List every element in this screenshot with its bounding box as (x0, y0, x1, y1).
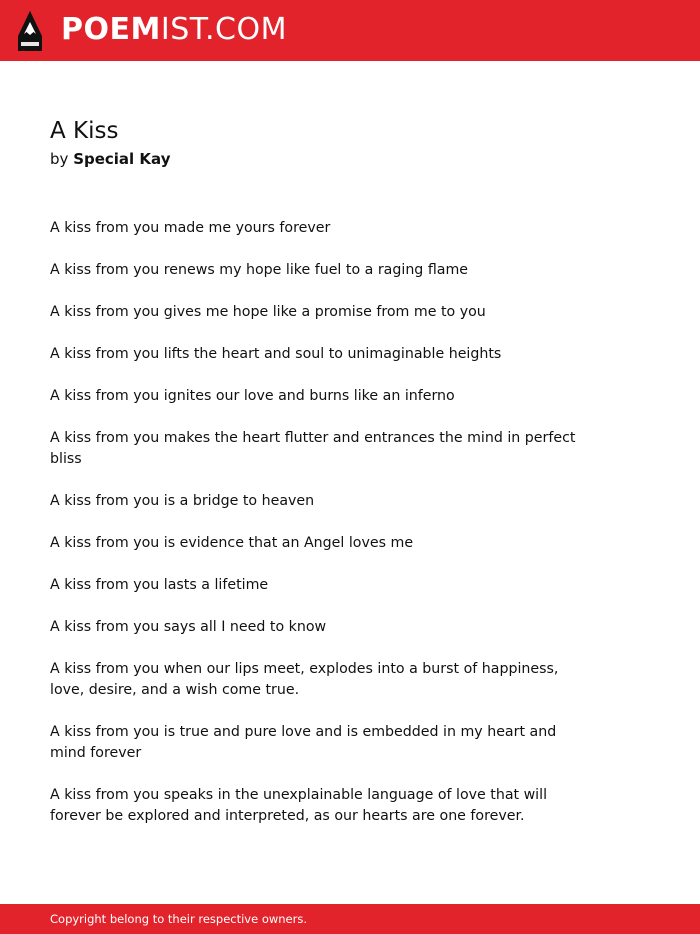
brand-bold: POEM (61, 12, 161, 47)
stanza: A kiss from you gives me hope like a promise from me to you (50, 304, 486, 320)
pencil-tip-icon[interactable] (17, 10, 43, 52)
site-footer (0, 904, 700, 934)
stanza: A kiss from you makes the heart flutter and entrances the mind in perfect bliss (50, 430, 576, 467)
stanza: A kiss from you made me yours forever (50, 220, 331, 236)
site-logo-text[interactable] (61, 12, 287, 48)
byline (50, 148, 170, 170)
stanza: A kiss from you renews my hope like fuel to a raging flame (50, 262, 469, 278)
stanza: A kiss from you is a bridge to heaven (50, 493, 315, 509)
stanza: A kiss from you speaks in the unexplainable language of love that will forever be explored and interpreted, as our hearts are one forever. (50, 787, 548, 824)
by-label: by (50, 150, 69, 168)
stanza: A kiss from you lifts the heart and soul to unimaginable heights (50, 346, 502, 362)
stanza: A kiss from you is true and pure love and is embedded in my heart and mind forever (50, 724, 557, 761)
poem-title: A Kiss (50, 118, 119, 144)
author-name: Special Kay (73, 150, 171, 168)
stanza: A kiss from you is evidence that an Angel loves me (50, 535, 414, 551)
stanza: A kiss from you when our lips meet, explodes into a burst of happiness, love, desire, and a wish come true. (50, 661, 559, 698)
poem-body (50, 218, 590, 848)
brand-light: IST.COM (160, 12, 287, 47)
site-header (0, 0, 700, 61)
copyright-text: Copyright belong to their respective owners. (50, 912, 308, 926)
stanza: A kiss from you says all I need to know (50, 619, 327, 635)
stanza: A kiss from you lasts a lifetime (50, 577, 269, 593)
stanza: A kiss from you ignites our love and burns like an inferno (50, 388, 455, 404)
